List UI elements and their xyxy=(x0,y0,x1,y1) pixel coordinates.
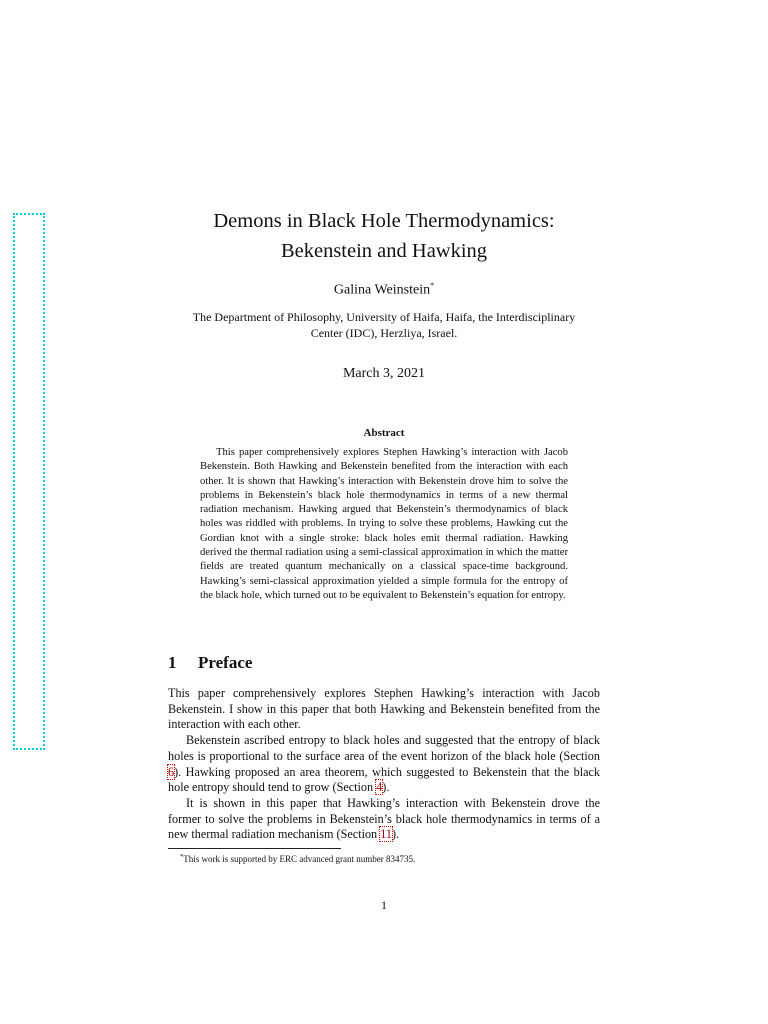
paragraph-2-text-a: Bekenstein ascribed entropy to black holes and suggested that the entropy of black holes is proportional to the surface area of the event horizon of the black hole (Section xyxy=(168,733,600,763)
section-4-link[interactable]: 4 xyxy=(376,780,383,795)
body-text xyxy=(168,686,600,843)
paragraph-3-text-b: ). xyxy=(391,827,400,842)
author-name: Galina Weinstein xyxy=(333,282,431,298)
paragraph-2-text-b: ). Hawking proposed an area theorem, which suggested to Bekenstein that the black hole entropy should tend to grow (Section xyxy=(168,764,600,795)
section-number: 1 xyxy=(168,653,177,672)
footnote-text: This work is supported by ERC advanced grant number 834735. xyxy=(183,854,416,864)
margin-frame xyxy=(13,213,45,750)
paragraph-3-text-a: It is shown in this paper that Hawking’s interaction with Bekenstein drove the former to solve the problems in Bekenstein’s black hole thermodynamics in terms of a new thermal radiation mechanism (Section xyxy=(168,795,600,842)
paper-title xyxy=(150,206,618,266)
abstract-heading: Abstract xyxy=(363,427,405,439)
author-footnote-mark[interactable]: * xyxy=(430,281,435,290)
footnote-rule xyxy=(168,848,341,849)
date: March 3, 2021 xyxy=(342,366,426,381)
abstract-text: This paper comprehensively explores Stephen Hawking’s interaction with Jacob Bekenstein. Both Hawking and Bekenstein benefited from the interaction with each other. It is shown that Hawking’s interaction with Bekenstein drove him to solve the problems in Bekenstein’s black hole thermodynamics in terms of a new thermal radiation mechanism. Hawking argued that Bekenstein’s thermodynamics of black holes was riddled with problems. In trying to solve these problems, Hawking cut the Gordian knot with a single stroke: black holes emit thermal radiation. Hawking derived the thermal radiation using a semi-classical approximation in which the matter fields are treated quantum mechanically on a classical space-time background. Hawking’s semi-classical approximation yielded a simple formula for the entropy of the black hole, which turned out to be equivalent to Bekenstein’s equation for entropy. xyxy=(200,447,568,601)
affiliation: The Department of Philosophy, University of Haifa, Haifa, the Interdisciplinary Center (IDC), Herzliya, Israel. xyxy=(192,310,576,340)
author xyxy=(150,281,618,299)
paragraph-1: This paper comprehensively explores Stephen Hawking’s interaction with Jacob Bekenstein. I show in this paper that both Hawking and Bekenstein benefited from the interaction with each other. xyxy=(168,686,600,732)
page-number: 1 xyxy=(381,898,387,912)
footnote-mark: * xyxy=(180,853,184,860)
section-6-link[interactable]: 6 xyxy=(168,764,175,779)
section-heading xyxy=(168,653,252,673)
title-line-1: Demons in Black Hole Thermodynamics: xyxy=(213,210,555,232)
footnote xyxy=(180,853,415,864)
section-11-link[interactable]: 11 xyxy=(380,827,392,842)
paragraph-2-text-c: ). xyxy=(382,780,390,795)
paragraph-3 xyxy=(168,796,600,843)
title-line-2: Bekenstein and Hawking xyxy=(280,240,488,262)
section-title: Preface xyxy=(198,653,253,672)
paragraph-2 xyxy=(168,733,600,796)
